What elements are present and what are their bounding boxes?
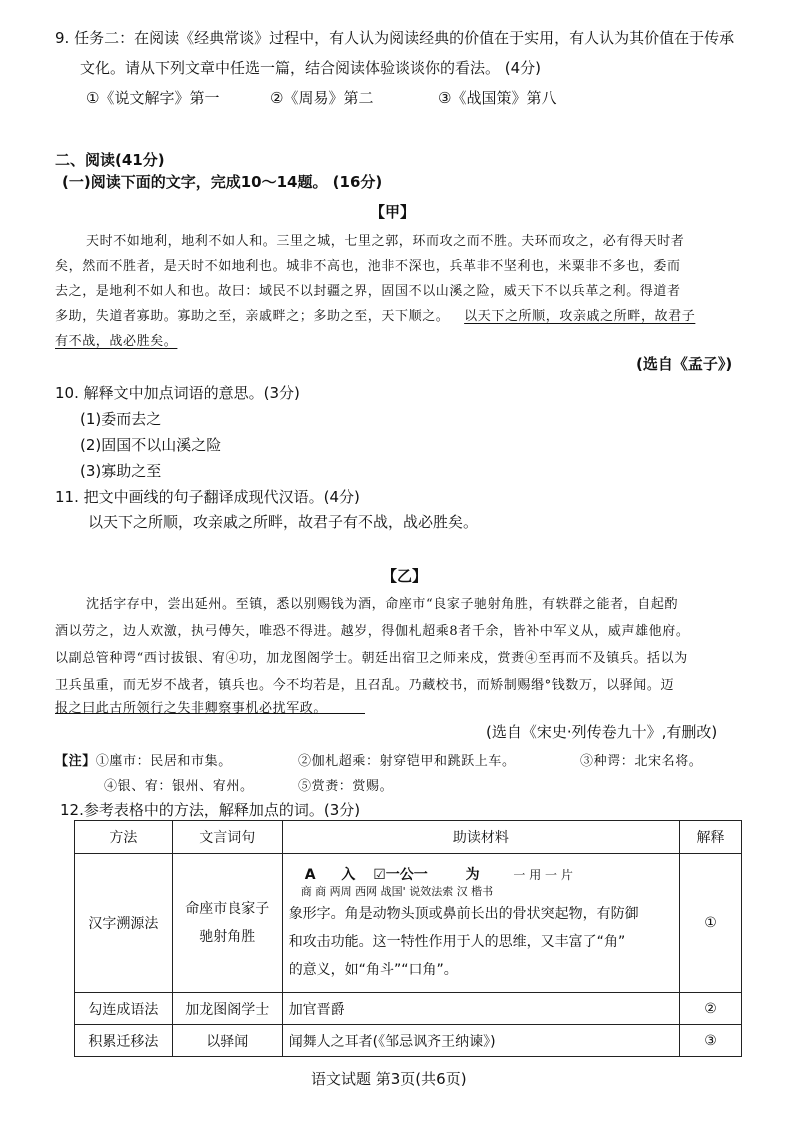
- material-cell: 闻舞人之耳者(《邹忌讽齐王纳谏》): [282, 1025, 679, 1057]
- glyph-warring: 为: [465, 867, 480, 883]
- passage-jia-line: 去之，是地利不如人和也。故曰：域民不以封疆之界，固国不以山溪之险，威天下不以兵革之利。得道者: [55, 284, 681, 299]
- passage-yi-heading: 【乙】: [382, 567, 428, 585]
- phrase-cell: [172, 854, 282, 993]
- section-title: 二、阅读(41分): [55, 151, 165, 169]
- section-subtitle: (一)阅读下面的文字，完成10～14题。 (16分): [62, 173, 383, 191]
- q11-stem: 11. 把文中画线的句子翻译成现代汉语。(4分): [55, 488, 360, 506]
- underlined-sentence: 以天下之所顺，攻亲戚之所畔，故君子: [464, 309, 696, 324]
- material-cell: 加官晋爵: [282, 993, 679, 1025]
- material-cell: [282, 854, 679, 993]
- method-cell: 积累迁移法: [75, 1025, 173, 1057]
- passage-jia-source: (选自《孟子》): [636, 355, 733, 373]
- page-footer: 语文试题 第3页(共6页): [311, 1070, 467, 1088]
- passage-jia-text: 多助，失道者寡助。寡助之至，亲戚畔之；多助之至，天下顺之。: [55, 309, 450, 324]
- note-4: ④银、宥：银州、宥州。: [104, 779, 254, 794]
- table-row: [75, 993, 742, 1025]
- q11-sentence: 以天下之所顺，攻亲戚之所畔，故君子有不战，战必胜矣。: [88, 513, 479, 531]
- q9-line2: 文化。请从下列文章中任选一篇，结合阅读体验谈谈你的看法。 (4分): [80, 59, 542, 77]
- note-5: ⑤赏赉：赏赐。: [298, 779, 394, 794]
- material-line: 的意义，如“角斗”“口角”。: [288, 962, 458, 978]
- table-row: [75, 1025, 742, 1057]
- table-header: 文言词句: [172, 821, 282, 854]
- glyph-later: 一 用 一 片: [513, 868, 573, 882]
- passage-yi-line: 以副总管种谔“西讨拔银、宥④功，加龙图阁学士。朝廷出宿卫之师来戍，赏赉④至再而不及镇兵。括以为: [55, 651, 688, 666]
- material-line: 象形字。角是动物头顶或鼻前长出的骨状突起物，有防御: [288, 906, 639, 922]
- method-cell: 勾连成语法: [75, 993, 173, 1025]
- answer-cell[interactable]: ③: [680, 1025, 742, 1057]
- q10-stem: 10. 解释文中加点词语的意思。(3分): [55, 384, 300, 402]
- passage-yi-line: 酒以劳之，边人欢激，执弓傅矢，唯恐不得进。越岁，得伽札超乘8者千余，皆补中军义从，威声雄他府。: [55, 624, 690, 639]
- q12-method-table: [74, 820, 742, 1057]
- underlined-sentence-end: 有不战，战必胜矣。: [55, 334, 178, 349]
- underline-rule: [55, 713, 365, 714]
- q9-option-2: ②《周易》第二: [270, 89, 374, 107]
- q10-item-1: (1)委而去之: [80, 410, 162, 428]
- passage-yi-line: 报之曰此古所领行之失非卿察事机必扰军政。: [55, 701, 328, 716]
- q10-item-3: (3)寡助之至: [80, 462, 162, 480]
- glyph-oracle: A: [304, 867, 316, 883]
- glyph-evolution: [289, 866, 673, 884]
- passage-yi-line: 卫兵虽重，而无岁不战者，镇兵也。今不均若是，且召乱。乃藏校书，而矫制赐缗°钱数万，以驿闻。迈: [55, 678, 675, 693]
- passage-yi-source: (选自《宋史·列传卷九十》,有删改): [486, 723, 718, 741]
- phrase-line: 驰射角胜: [199, 929, 256, 945]
- glyph-zhou: ☑一公一: [373, 867, 428, 883]
- answer-cell[interactable]: ②: [680, 993, 742, 1025]
- note-1: ①廛市：民居和市集。: [95, 754, 232, 769]
- glyph-bronze: 入: [341, 867, 356, 883]
- table-header: 解释: [680, 821, 742, 854]
- table-header: 助读材料: [282, 821, 679, 854]
- notes-label: 【注】: [55, 754, 96, 769]
- phrase-cell: 加龙图阁学士: [172, 993, 282, 1025]
- phrase-cell: 以驿闻: [172, 1025, 282, 1057]
- table-header-row: [75, 821, 742, 854]
- phrase-line: 命座市良家子: [185, 901, 270, 917]
- glyph-era-labels: 商 商 两周 西网 战国' 说效法索 汉 楷书: [300, 885, 494, 898]
- method-cell: 汉字溯源法: [75, 854, 173, 993]
- passage-jia-line: [55, 305, 695, 324]
- q9-option-3: ③《战国策》第八: [438, 89, 557, 107]
- note-2: ②伽札超乘：射穿铠甲和跳跃上车。: [298, 754, 516, 769]
- notes-row: [55, 750, 232, 769]
- q10-item-2: (2)固国不以山溪之险: [80, 436, 222, 454]
- q9-option-1: ①《说文解字》第一: [86, 89, 220, 107]
- table-row: [75, 854, 742, 993]
- passage-jia-line: 天时不如地利，地利不如人和。三里之城，七里之郭，环而攻之而不胜。夫环而攻之，必有得天时者: [86, 234, 685, 249]
- note-3: ③种谔：北宋名将。: [580, 754, 703, 769]
- q12-stem: 12.参考表格中的方法，解释加点的词。(3分): [60, 801, 361, 819]
- answer-cell[interactable]: ①: [680, 854, 742, 993]
- material-line: 和攻击功能。这一特性作用于人的思维，又丰富了“角”: [288, 934, 626, 950]
- passage-yi-line: 沈括字存中，尝出延州。至镇，悉以别赐钱为酒，命座市“良家子驰射角胜，有轶群之能者，自起酌: [86, 597, 679, 612]
- q9-line1: 9. 任务二：在阅读《经典常谈》过程中，有人认为阅读经典的价值在于实用，有人认为其价值在于传承: [55, 29, 735, 47]
- passage-jia-heading: 【甲】: [370, 203, 416, 221]
- passage-jia-line: 矣，然而不胜者，是天时不如地利也。城非不高也，池非不深也，兵革非不坚利也，米粟非不多也，委而: [55, 259, 681, 274]
- table-header: 方法: [75, 821, 173, 854]
